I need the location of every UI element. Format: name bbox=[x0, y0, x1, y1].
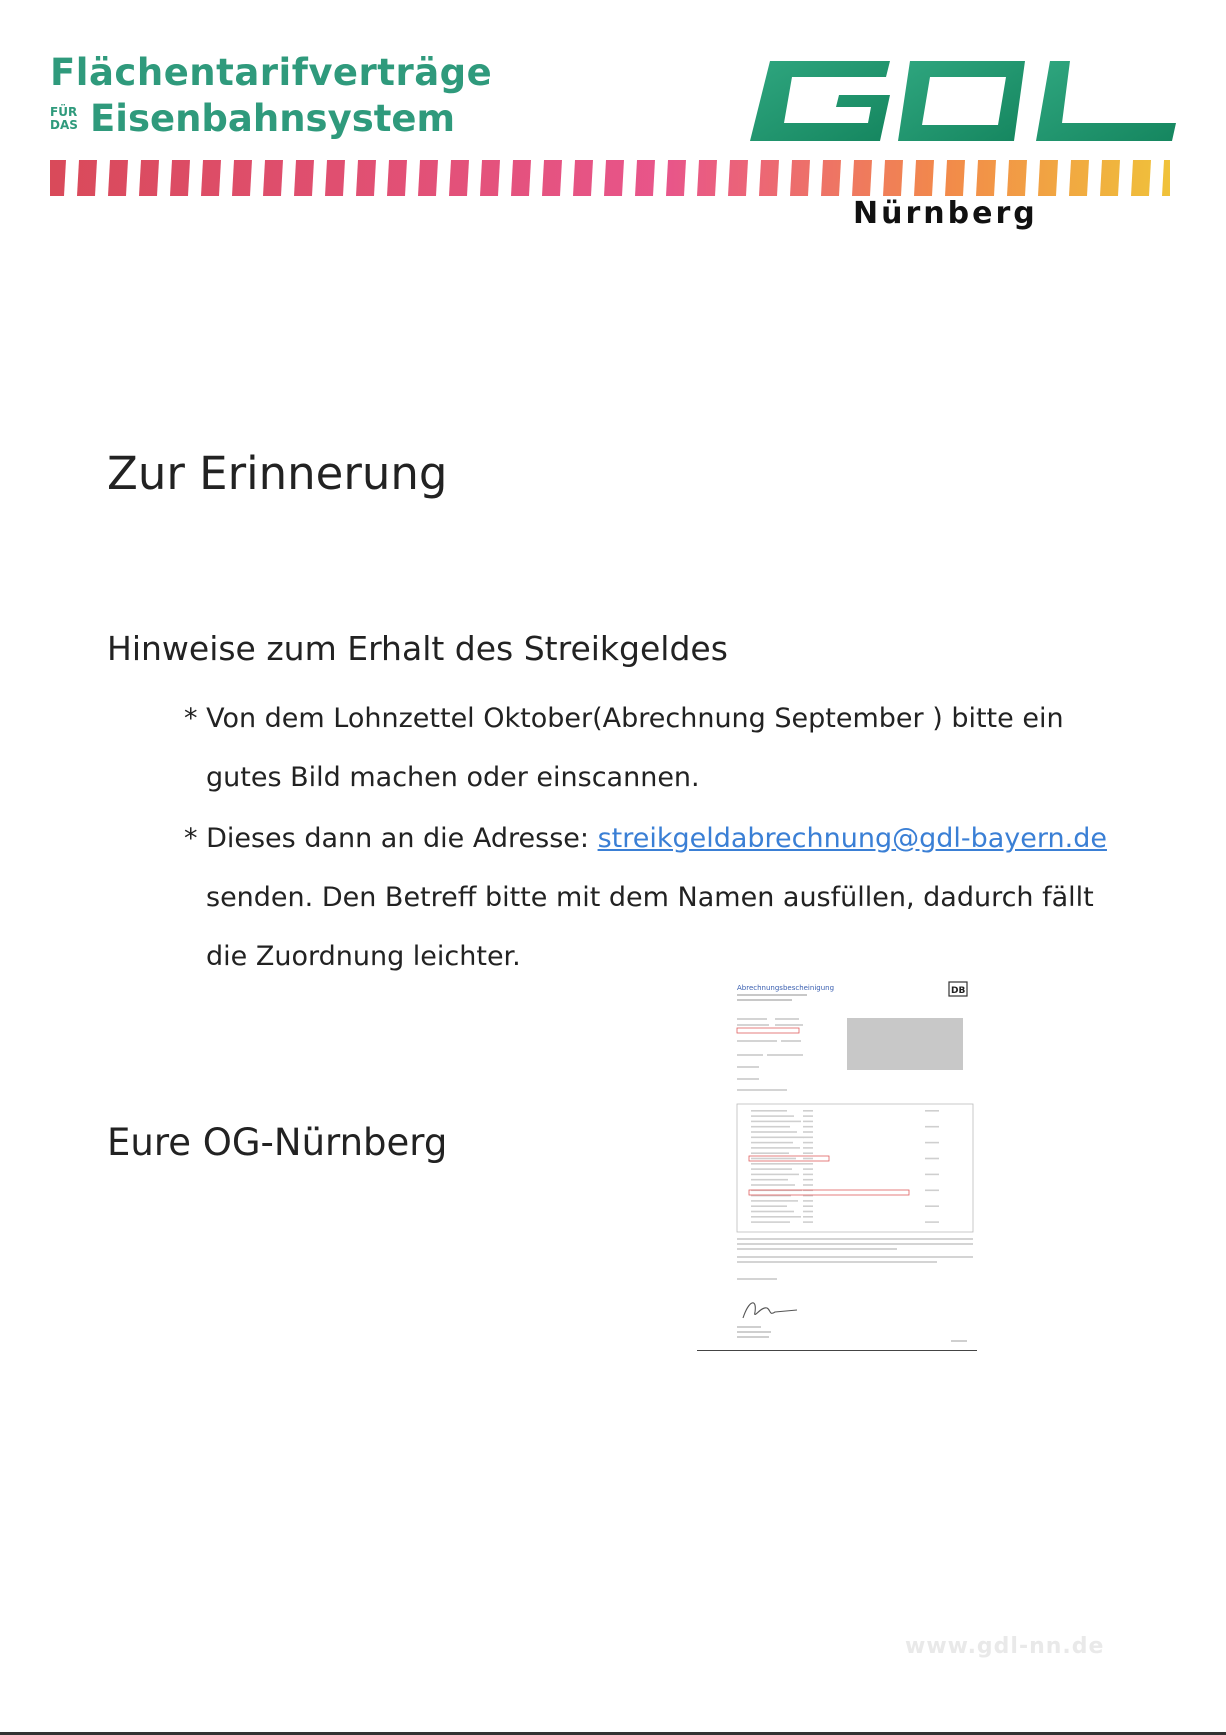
db-logo-icon: DB bbox=[951, 986, 966, 996]
gdl-logo-icon bbox=[740, 55, 1176, 145]
bullet2-prefix: * Dieses dann an die Adresse: bbox=[184, 823, 598, 854]
bullet2-line2: senden. Den Betreff bitte mit dem Namen ausfüllen, dadurch fällt bbox=[206, 882, 1094, 913]
bullet1-line1: * Von dem Lohnzettel Oktober(Abrechnung September ) bitte ein bbox=[184, 703, 1064, 734]
bullet2-line1 bbox=[184, 825, 1107, 852]
bullet1-line2: gutes Bild machen oder einscannen. bbox=[206, 762, 700, 793]
payslip-title: Abrechnungsbescheinigung bbox=[737, 984, 835, 992]
brand-title-line1: Flächentarifverträge bbox=[50, 51, 493, 94]
signature: Eure OG-Nürnberg bbox=[107, 1121, 448, 1164]
brand-small-text: FÜR DAS bbox=[50, 105, 78, 132]
city-name: Nürnberg bbox=[853, 196, 1038, 231]
email-link[interactable]: streikgeldabrechnung@gdl-bayern.de bbox=[597, 823, 1107, 854]
bullet2-line3: die Zuordnung leichter. bbox=[206, 941, 521, 972]
subtitle: Hinweise zum Erhalt des Streikgeldes bbox=[107, 629, 728, 668]
stripe-bar bbox=[50, 160, 1170, 196]
page-title: Zur Erinnerung bbox=[107, 447, 448, 500]
payslip-example-image bbox=[697, 980, 987, 1270]
payslip-example-footer bbox=[697, 1270, 987, 1380]
footer-url: www.gdl-nn.de bbox=[905, 1634, 1105, 1659]
brand-eisenbahnsystem: Eisenbahnsystem bbox=[90, 97, 456, 140]
